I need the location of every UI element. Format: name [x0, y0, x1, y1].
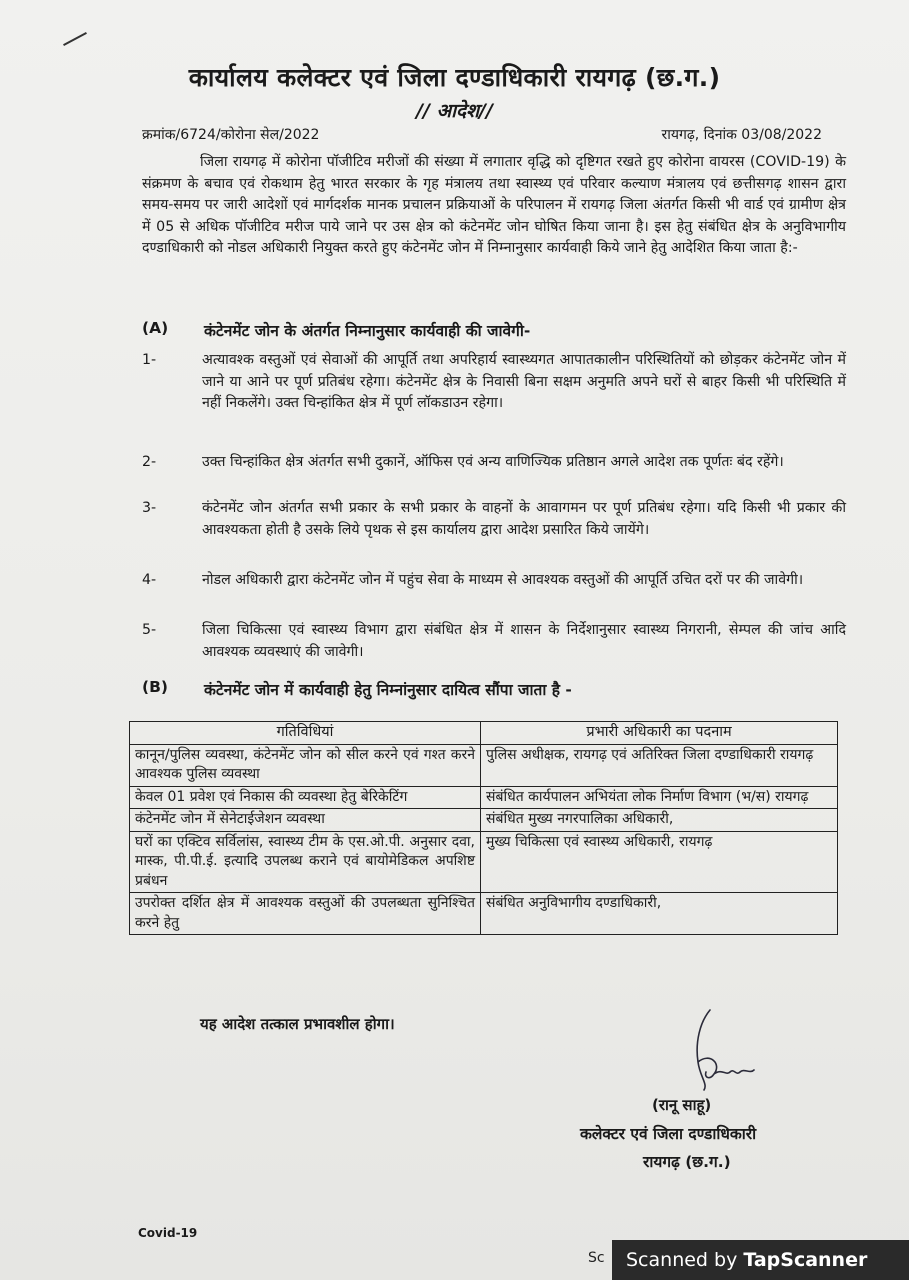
handwritten-signature — [670, 1002, 760, 1097]
footer-tag: Covid-19 — [138, 1226, 198, 1240]
activity-cell: कंटेनमेंट जोन में सेनेटाईजेशन व्यवस्था — [130, 809, 481, 832]
list-item — [142, 570, 846, 592]
list-item — [142, 498, 846, 541]
responsibility-table — [129, 721, 838, 935]
activity-cell: कानून/पुलिस व्यवस्था, कंटेनमेंट जोन को सील करने एवं गश्त करने आवश्यक पुलिस व्यवस्था — [130, 744, 481, 786]
table-row — [130, 893, 838, 935]
officer-cell: संबंधित कार्यपालन अभियंता लोक निर्माण विभाग (भ/स) रायगढ़ — [481, 786, 838, 809]
list-item — [142, 452, 846, 474]
officer-cell: मुख्य चिकित्सा एवं स्वास्थ्य अधिकारी, रायगढ़ — [481, 831, 838, 893]
item-text: अत्यावश्क वस्तुओं एवं सेवाओं की आपूर्ति तथा अपरिहार्य स्वास्थ्यगत आपातकालीन परिस्थितियों को छोड़कर कंटेनमेंट जोन में जाने या आने पर पूर्ण प्रतिबंध रहेगा। कंटेनमेंट क्षेत्र के निवासी बिना सक्षम अनुमति अपने घरों से बाहर किसी भी परिस्थिति में नहीं निकलेंगे। उक्त चिन्हांकित क्षेत्र में पूर्ण लॉकडाउन रहेगा। — [202, 352, 846, 412]
order-heading: // आदेश// — [416, 100, 493, 122]
scanner-brand: TapScanner — [743, 1249, 868, 1271]
officer-cell: संबंधित अनुविभागीय दण्डाधिकारी, — [481, 893, 838, 935]
officer-cell: संबंधित मुख्य नगरपालिका अधिकारी, — [481, 809, 838, 832]
activity-cell: घरों का एक्टिव सर्विलांस, स्वास्थ्य टीम के एस.ओ.पी. अनुसार दवा, मास्क, पी.पी.ई. इत्यादि उपलब्ध कराने एवं बायोमेडिकल अपशिष्ट प्रबंधन — [130, 831, 481, 893]
item-number: 4- — [142, 572, 157, 588]
order-date: रायगढ़, दिनांक 03/08/2022 — [661, 127, 822, 143]
section-a-letter: (A) — [142, 319, 169, 337]
item-text: कंटेनमेंट जोन अंतर्गत सभी प्रकार के सभी प्रकार के वाहनों के आवागमन पर पूर्ण प्रतिबंध रहेगा। यदि किसी भी प्रकार की आवश्यकता होती है उसके लिये पृथक से इस कार्यालय द्वारा आदेश प्रसारित किये जायेंगे। — [202, 500, 846, 538]
list-item — [142, 350, 846, 415]
effective-statement: यह आदेश तत्काल प्रभावशील होगा। — [200, 1015, 395, 1033]
signer-location: रायगढ़ (छ.ग.) — [643, 1153, 731, 1171]
reference-line — [142, 125, 822, 144]
column-header-activities: गतिविधियां — [130, 722, 481, 745]
signer-designation: कलेक्टर एवं जिला दण्डाधिकारी — [580, 1125, 757, 1143]
table-row — [130, 786, 838, 809]
office-title: कार्यालय कलेक्टर एवं जिला दण्डाधिकारी रायगढ़ (छ.ग.) — [188, 63, 721, 92]
item-text: नोडल अधिकारी द्वारा कंटेनमेंट जोन में पहुंच सेवा के माध्यम से आवश्यक वस्तुओं की आपूर्ति उचित दरों पर की जावेगी। — [202, 572, 804, 588]
table-row — [130, 809, 838, 832]
list-item — [142, 620, 846, 663]
item-number: 1- — [142, 352, 157, 368]
activity-cell: उपरोक्त दर्शित क्षेत्र में आवश्यक वस्तुओं की उपलब्धता सुनिश्चित करने हेतु — [130, 893, 481, 935]
section-b-letter: (B) — [142, 678, 168, 696]
section-a-text: कंटेनमेंट जोन के अंतर्गत निम्नानुसार कार्यवाही की जावेगी- — [204, 322, 531, 340]
pen-stroke-mark — [63, 32, 87, 46]
item-text: उक्त चिन्हांकित क्षेत्र अंतर्गत सभी दुकानें, ऑफिस एवं अन्य वाणिज्यिक प्रतिष्ठान अगले आदेश तक पूर्णतः बंद रहेंगे। — [202, 454, 784, 470]
scanner-prefix: Sc — [588, 1250, 605, 1266]
scanner-text: Scanned by — [626, 1249, 738, 1271]
table-row — [130, 831, 838, 893]
signer-name: (रानू साहू) — [652, 1096, 712, 1114]
item-text: जिला चिकित्सा एवं स्वास्थ्य विभाग द्वारा संबंधित क्षेत्र में शासन के निर्देशानुसार स्वास्थ्य निगरानी, सेम्पल की जांच आदि आवश्यक व्यवस्थाएं की जावेगी। — [202, 622, 846, 660]
table-row — [130, 744, 838, 786]
section-b-text: कंटेनमेंट जोन में कार्यवाही हेतु निम्नांनुसार दायित्व सौंपा जाता है - — [204, 681, 572, 699]
item-number: 2- — [142, 454, 157, 470]
intro-paragraph: जिला रायगढ़ में कोरोना पॉजीटिव मरीजों की संख्या में लगातार वृद्धि को दृष्टिगत रखते हुए कोरोना वायरस (COVID-19) के संक्रमण के बचाव एवं रोकथाम हेतु भारत सरकार के गृह मंत्रालय तथा स्वास्थ्य एवं परिवार कल्याण मंत्रालय एवं छत्तीसगढ़ शासन द्वारा समय-समय पर जारी आदेशों एवं मार्गदर्शक मानक प्रचालन प्रक्रियाओं के परिपालन में रायगढ़ जिला अंतर्गत किसी भी वार्ड एवं ग्रामीण क्षेत्र में 05 से अधिक पॉजीटिव मरीज पाये जाने पर उस क्षेत्र को कंटेनमेंट जोन घोषित किया जाना है। इस हेतु संबंधित क्षेत्र के अनुविभागीय दण्डाधिकारी को नोडल अधिकारी नियुक्त करते हुए कंटेनमेंट जोन में निम्नानुसार कार्यवाही किये जाने हेतु आदेशित किया जाता है:- — [142, 154, 846, 257]
item-number: 5- — [142, 622, 157, 638]
officer-cell: पुलिस अधीक्षक, रायगढ़ एवं अतिरिक्त जिला दण्डाधिकारी रायगढ़ — [481, 744, 838, 786]
activity-cell: केवल 01 प्रवेश एवं निकास की व्यवस्था हेतु बेरिकेटिंग — [130, 786, 481, 809]
reference-number: क्रमांक/6724/कोरोना सेल/2022 — [142, 127, 320, 143]
item-number: 3- — [142, 500, 157, 516]
column-header-officer: प्रभारी अधिकारी का पदनाम — [481, 722, 838, 745]
table-header-row — [130, 722, 838, 745]
scanner-watermark — [612, 1240, 909, 1280]
